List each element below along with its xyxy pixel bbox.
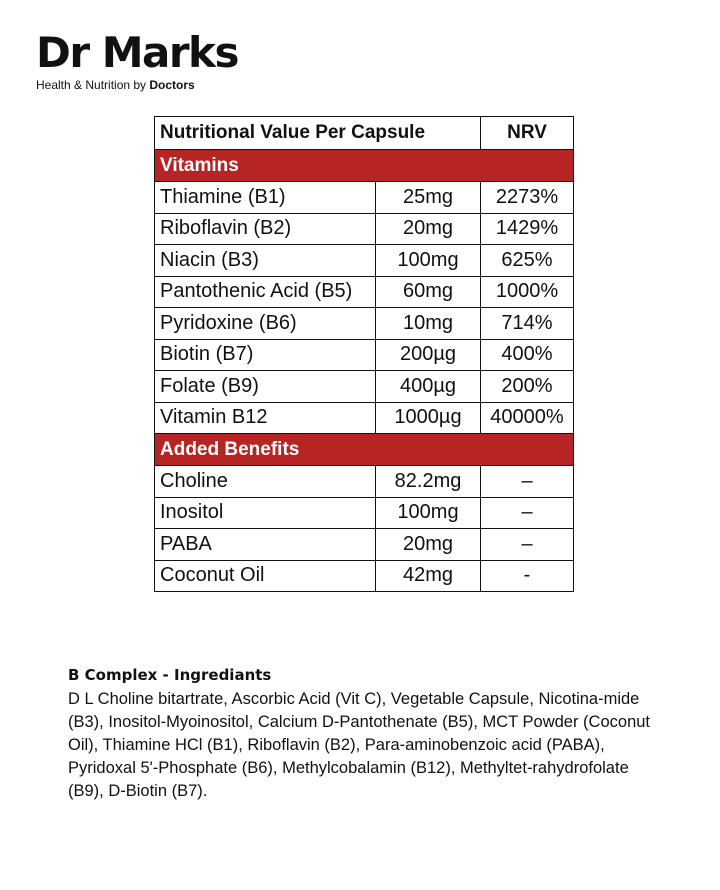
nutrient-amount: 82.2mg: [376, 466, 481, 498]
nutrient-nrv: 1000%: [481, 276, 574, 308]
nutrient-amount: 100mg: [376, 245, 481, 277]
table-row: [155, 182, 574, 214]
nutrient-amount: 60mg: [376, 276, 481, 308]
table-row: [155, 497, 574, 529]
nutrient-name: Thiamine (B1): [155, 182, 376, 214]
nutrient-name: Vitamin B12: [155, 402, 376, 434]
nutrient-nrv: 714%: [481, 308, 574, 340]
table-row: [155, 402, 574, 434]
nutrient-amount: 400µg: [376, 371, 481, 403]
section-title: Added Benefits: [155, 434, 574, 466]
table-row: [155, 276, 574, 308]
nutrient-nrv: 625%: [481, 245, 574, 277]
nutrient-nrv: 40000%: [481, 402, 574, 434]
nutrient-amount: 200µg: [376, 339, 481, 371]
nutrient-nrv: 2273%: [481, 182, 574, 214]
nutrient-nrv: 1429%: [481, 213, 574, 245]
brand-name: Dr Marks: [36, 28, 238, 77]
nutrition-table: [154, 116, 574, 592]
nutrient-amount: 42mg: [376, 560, 481, 592]
nutrient-amount: 25mg: [376, 182, 481, 214]
brand-logo: [36, 30, 238, 92]
table-row: [155, 213, 574, 245]
tagline-text: Health & Nutrition by: [36, 78, 150, 92]
nutrient-nrv: –: [481, 529, 574, 561]
table-row: [155, 560, 574, 592]
table-row: [155, 371, 574, 403]
table-title: Nutritional Value Per Capsule: [155, 117, 481, 150]
nutrient-name: Folate (B9): [155, 371, 376, 403]
section-header-row: [155, 434, 574, 466]
section-header-row: [155, 150, 574, 182]
nutrient-amount: 1000µg: [376, 402, 481, 434]
section-title: Vitamins: [155, 150, 574, 182]
nutrient-name: Coconut Oil: [155, 560, 376, 592]
table-row: [155, 339, 574, 371]
nutrient-name: Choline: [155, 466, 376, 498]
table-row: [155, 308, 574, 340]
nutrient-name: Niacin (B3): [155, 245, 376, 277]
nutrient-nrv: –: [481, 466, 574, 498]
nutrient-nrv: 400%: [481, 339, 574, 371]
nutrient-name: Pyridoxine (B6): [155, 308, 376, 340]
tagline-bold: Doctors: [149, 78, 195, 92]
nutrient-amount: 10mg: [376, 308, 481, 340]
table-row: [155, 466, 574, 498]
nutrient-name: PABA: [155, 529, 376, 561]
nrv-header: NRV: [481, 117, 574, 150]
table-header-row: [155, 117, 574, 150]
nutrient-name: Biotin (B7): [155, 339, 376, 371]
nutrient-amount: 100mg: [376, 497, 481, 529]
table-row: [155, 529, 574, 561]
nutrient-amount: 20mg: [376, 529, 481, 561]
nutrient-name: Inositol: [155, 497, 376, 529]
ingredients-section: [68, 666, 668, 803]
nutrient-name: Riboflavin (B2): [155, 213, 376, 245]
nutrient-amount: 20mg: [376, 213, 481, 245]
ingredients-title: B Complex - Ingrediants: [68, 666, 272, 684]
nutrient-name: Pantothenic Acid (B5): [155, 276, 376, 308]
ingredients-text: D L Choline bitartrate, Ascorbic Acid (Vit C), Vegetable Capsule, Nicotina-mide (B3), Inositol-Myoinositol, Calcium D-Pantothenate (B5), MCT Powder (Coconut Oil), Thiamine HCl (B1), Riboflavin (B2), Para-aminobenzoic acid (PABA), Pyridoxal 5'-Phosphate (B6), Methylcobalamin (B12), Methyltet-rahydrofolate (B9), D-Biotin (B7).: [68, 690, 651, 800]
nutrient-nrv: –: [481, 497, 574, 529]
nutrient-nrv: -: [481, 560, 574, 592]
table-row: [155, 245, 574, 277]
nutrient-nrv: 200%: [481, 371, 574, 403]
brand-tagline: [36, 78, 238, 92]
